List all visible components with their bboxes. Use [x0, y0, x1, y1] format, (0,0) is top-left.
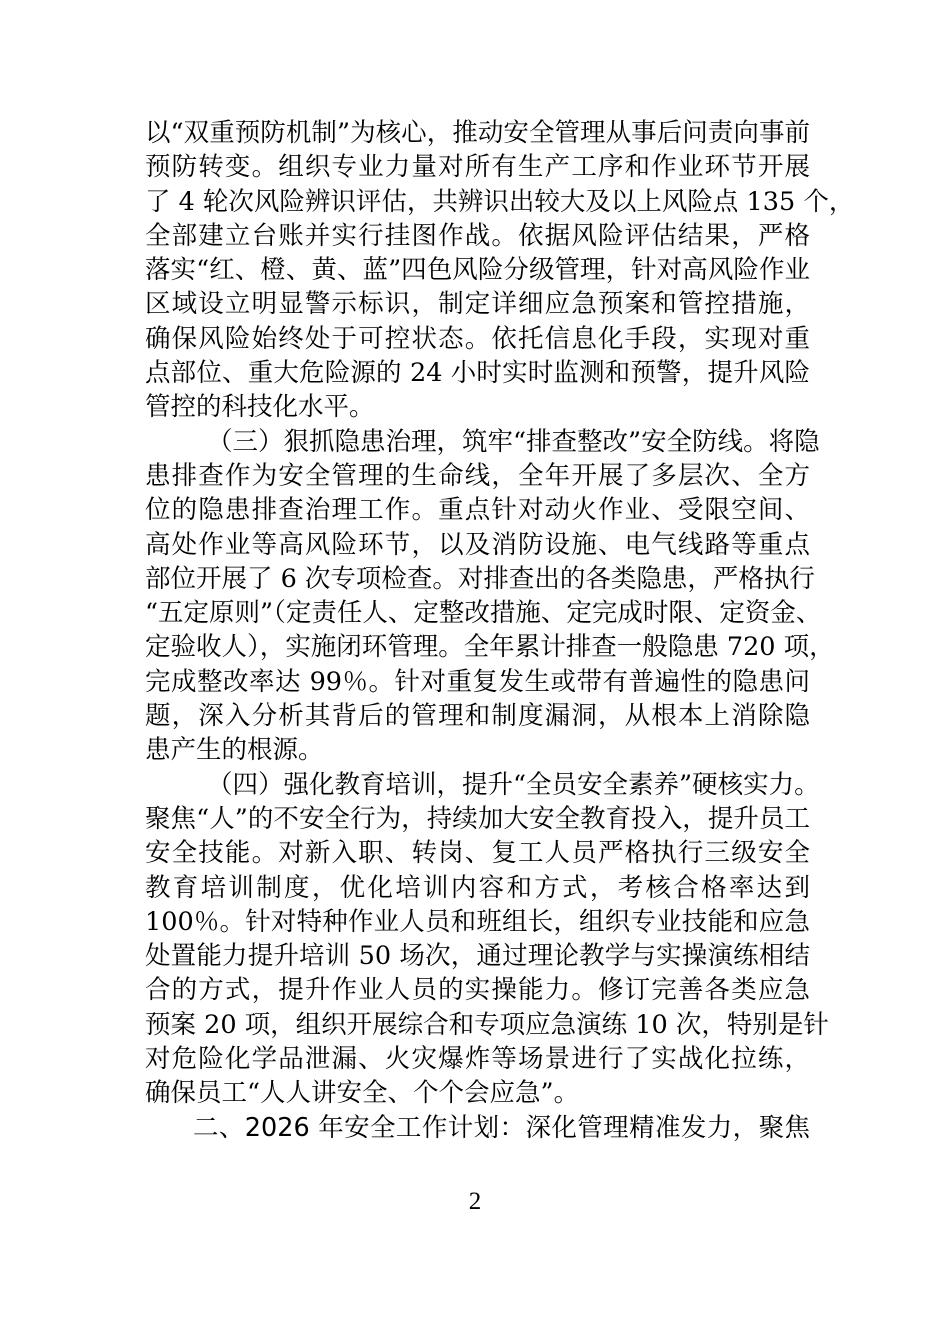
text-line: 处置能力提升培训 50 场次，通过理论教学与实操演练相结 [145, 941, 810, 972]
text-line: 高处作业等高风险环节，以及消防设施、电气线路等重点 [145, 529, 810, 560]
text-line: 了 4 轮次风险辨识评估，共辨识出较大及以上风险点 135 个， [145, 186, 855, 217]
text-line: 以“双重预防机制”为核心，推动安全管理从事后问责向事前 [145, 118, 810, 148]
text-line: 确保风险始终处于可控状态。依托信息化手段，实现对重 [145, 323, 810, 354]
text-line: 部位开展了 6 次专项检查。对排查出的各类隐患，严格执行 [145, 563, 815, 594]
page-number: 2 [468, 1188, 482, 1215]
text-line: 位的隐患排查治理工作。重点针对动火作业、受限空间、 [145, 495, 810, 526]
text-line: 落实“红、橙、黄、蓝”四色风险分级管理，针对高风险作业 [145, 255, 810, 286]
text-line: 患排查作为安全管理的生命线，全年开展了多层次、全方 [145, 460, 810, 491]
text-line: 完成整改率达 99％。针对重复发生或带有普遍性的隐患问 [145, 666, 810, 697]
text-line: 管控的科技化水平。 [145, 392, 375, 423]
text-line: 合的方式，提升作业人员的实操能力。修订完善各类应急 [145, 975, 810, 1006]
text-line: 100％。针对特种作业人员和班组长，组织专业技能和应急 [145, 906, 810, 937]
text-line: 预案 20 项，组织开展综合和专项应急演练 10 次，特别是针 [145, 1009, 829, 1040]
text-line: 点部位、重大危险源的 24 小时实时监测和预警，提升风险 [145, 358, 810, 389]
text-line: 确保员工“人人讲安全、个个会应急”。 [145, 1078, 580, 1109]
text-line: 预防转变。组织专业力量对所有生产工序和作业环节开展 [145, 152, 810, 183]
body-text [145, 116, 855, 1145]
section-three-heading-line: （三）狠抓隐患治理，筑牢“排查整改”安全防线。将隐 [207, 426, 820, 457]
text-line: 全部建立台账并实行挂图作战。依据风险评估结果，严格 [145, 220, 810, 251]
text-line: “五定原则”（定责任人、定整改措施、定完成时限、定资金、 [145, 598, 822, 629]
text-line: 安全技能。对新入职、转岗、复工人员严格执行三级安全 [145, 838, 810, 869]
section-four-heading-line: （四）强化教育培训，提升“全员安全素养”硬核实力。 [207, 769, 820, 800]
text-line: 区域设立明显警示标识，制定详细应急预案和管控措施， [145, 289, 810, 320]
text-line: 聚焦“人”的不安全行为，持续加大安全教育投入，提升员工 [145, 803, 810, 834]
text-line: 题，深入分析其背后的管理和制度漏洞，从根本上消除隐 [145, 701, 810, 732]
text-line: 教育培训制度，优化培训内容和方式，考核合格率达到 [145, 872, 810, 903]
text-line: 患产生的根源。 [145, 735, 324, 766]
text-line: 定验收人），实施闭环管理。全年累计排查一般隐患 720 项， [145, 632, 835, 663]
text-line: 对危险化学品泄漏、火灾爆炸等场景进行了实战化拉练， [145, 1044, 810, 1075]
section-two-heading: 二、2026 年安全工作计划：深化管理精准发力，聚焦 [193, 1112, 810, 1143]
